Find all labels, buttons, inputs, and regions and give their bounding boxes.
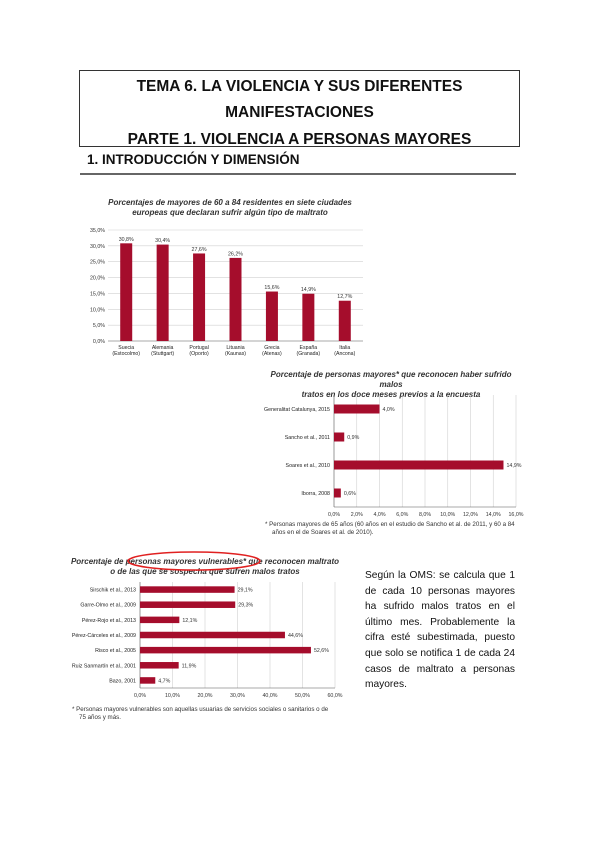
chart2-xtick-label: 2,0%	[350, 512, 363, 518]
chart1-title-line2: europeas que declaran sufrir algún tipo de maltrato	[132, 208, 328, 217]
chart2-xtick-label: 4,0%	[373, 512, 386, 518]
chart3-footnote-line2: 75 años y más.	[79, 714, 121, 721]
chart1-bar	[266, 292, 278, 341]
section-divider	[80, 173, 516, 175]
highlight-ellipse	[124, 549, 264, 573]
chart2-bar	[334, 405, 380, 414]
chart3-bar	[140, 647, 311, 654]
chart1-category-label: Alemania	[151, 345, 174, 351]
chart1-ytick-label: 35,0%	[89, 228, 105, 234]
chart1-category-label: Lituania	[226, 345, 245, 351]
chart1-title	[80, 198, 380, 218]
chart1-value-label: 30,4%	[155, 238, 171, 245]
chart2-value-label: 14,9%	[506, 463, 522, 469]
chart1-category-sublabel: (Ancona)	[334, 351, 356, 357]
chart1-bar	[120, 243, 132, 341]
chart3-value-label: 11,9%	[181, 663, 197, 670]
chart1-category-sublabel: (Kaunas)	[224, 351, 247, 357]
chart2-category-label: Iborra, 2008	[301, 491, 330, 497]
chart3-bar	[140, 601, 235, 608]
chart3-bar	[140, 632, 285, 639]
chart2-horizontal-bars	[262, 395, 530, 520]
chart2-title-line2: tratos en los doce meses previos a la encuesta	[301, 390, 481, 399]
chart3-bar	[140, 617, 179, 624]
chart2-xtick-label: 8,0%	[418, 512, 432, 518]
chart3-bar	[140, 677, 155, 684]
chart1-category-sublabel: (Atenas)	[262, 351, 282, 357]
title-box	[79, 70, 520, 147]
chart3-category-label: Pérez-Rojo et al., 2013	[81, 617, 136, 624]
chart1-vertical-bars	[82, 223, 372, 368]
chart3-bar	[140, 586, 235, 593]
chart2-value-label: 0,9%	[347, 435, 360, 441]
chart3-footnote	[72, 706, 352, 722]
chart3-horizontal-bars	[64, 582, 354, 704]
chart1-category-label: Portugal	[189, 345, 209, 351]
chart1-category-sublabel: (Estocolmo)	[112, 351, 141, 357]
chart1-category-label: Grecia	[264, 345, 280, 351]
chart2-bar	[334, 489, 341, 498]
chart1-ytick-label: 5,0%	[92, 323, 105, 330]
chart2-title-line1: Porcentaje de personas mayores* que reconocen haber sufrido malos	[270, 370, 512, 389]
chart3-value-label: 29,1%	[237, 587, 253, 594]
chart1-value-label: 14,9%	[300, 287, 316, 294]
chart1-bar	[230, 258, 242, 341]
chart3-xtick-label: 40,0%	[262, 693, 278, 699]
chart2-footnote	[265, 521, 530, 537]
chart3-footnote-line1: * Personas mayores vulnerables son aquellas usuarias de servicios sociales o sanitarios o de	[72, 706, 329, 713]
chart1-value-label: 30,8%	[118, 236, 134, 243]
chart1-value-label: 15,6%	[264, 285, 280, 292]
chart2-xtick-label: 6,0%	[396, 512, 409, 518]
chart2-category-label: Soares et al., 2010	[285, 463, 330, 469]
title-line-2: MANIFESTACIONES	[225, 104, 374, 121]
chart1-ytick-label: 10,0%	[89, 307, 105, 314]
chart1-category-sublabel: (Oporto)	[189, 351, 209, 357]
chart2-footnote-line2: años en el de Soares et al. de 2010).	[272, 529, 374, 536]
chart2-xtick-label: 14,0%	[485, 512, 501, 518]
chart3-category-label: Bazo, 2001	[109, 678, 136, 685]
chart1-ytick-label: 0,0%	[92, 339, 105, 345]
chart2-xtick-label: 16,0%	[508, 512, 524, 518]
chart2-xtick-label: 12,0%	[462, 512, 479, 518]
chart1-category-label: España	[299, 345, 318, 351]
chart3-value-label: 52,6%	[313, 648, 329, 655]
chart3-category-label: Sirschik et al., 2013	[89, 587, 136, 594]
chart1-bar	[193, 253, 205, 341]
chart3-xtick-label: 50,0%	[294, 693, 311, 699]
chart3-value-label: 44,6%	[287, 633, 303, 639]
chart3-title-line2: o de las que se sospecha que sufren malos tratos	[110, 567, 300, 576]
chart2-value-label: 0,6%	[343, 491, 356, 497]
chart3-category-label: Garre-Olmo et al., 2009	[80, 602, 136, 609]
title-line-1: TEMA 6. LA VIOLENCIA Y SUS DIFERENTES	[136, 78, 463, 95]
chart1-category-label: Suecia	[118, 345, 135, 351]
chart2-xtick-label: 0,0%	[327, 512, 341, 518]
chart3-xtick-label: 60,0%	[327, 693, 343, 699]
chart3-category-label: Ruiz Sanmartín et al., 2001	[71, 663, 136, 670]
chart2-value-label: 4,0%	[382, 407, 395, 413]
title-line-3: PARTE 1. VIOLENCIA A PERSONAS MAYORES	[127, 131, 472, 148]
chart2-bar	[334, 433, 344, 442]
chart1-value-label: 12,7%	[337, 294, 353, 301]
chart1-ytick-label: 30,0%	[89, 243, 105, 250]
chart1-category-sublabel: (Stuttgart)	[151, 351, 175, 357]
chart2-category-label: Sancho et al., 2011	[284, 435, 330, 441]
chart3-value-label: 12,1%	[182, 617, 198, 624]
chart3-category-label: Pérez-Cárceles et al., 2009	[71, 633, 136, 639]
chart3-value-label: 29,3%	[238, 602, 254, 609]
chart1-bar	[339, 301, 351, 341]
chart2-xtick-label: 10,0%	[440, 512, 456, 518]
chart1-ytick-label: 15,0%	[89, 291, 105, 298]
chart1-category-sublabel: (Granada)	[296, 351, 321, 357]
chart1-ytick-label: 20,0%	[89, 275, 105, 282]
chart1-category-label: Italia	[339, 345, 351, 351]
chart1-bar	[157, 245, 169, 341]
oms-statement: Según la OMS: se calcula que 1 de cada 10 personas mayores ha sufrido malos tratos en el último mes. Probablemente la cifra esté subestimada, puesto que solo se notifica 1 de cada 24 casos de maltrato a personas mayores.	[365, 570, 515, 691]
chart3-xtick-label: 20,0%	[197, 693, 213, 699]
chart1-bar	[302, 294, 314, 341]
chart3-xtick-label: 10,0%	[164, 693, 181, 699]
chart1-value-label: 26,2%	[227, 251, 244, 258]
chart3-bar	[140, 662, 179, 669]
chart3-xtick-label: 0,0%	[133, 693, 147, 699]
chart2-category-label: Generalitat Catalunya, 2015	[264, 407, 330, 413]
highlight-ellipse-shape	[128, 552, 260, 570]
chart1-ytick-label: 25,0%	[89, 259, 105, 266]
chart2-bar	[334, 461, 503, 470]
chart2-footnote-line1: * Personas mayores de 65 años (60 años en el estudio de Sancho et al. de 2011, y 60 a 84	[265, 521, 515, 528]
section-heading: 1. INTRODUCCIÓN Y DIMENSIÓN	[87, 152, 300, 167]
chart1-value-label: 27,6%	[191, 246, 207, 253]
chart3-xtick-label: 30,0%	[229, 693, 246, 699]
chart3-category-label: Risco et al., 2005	[95, 648, 136, 655]
chart3-value-label: 4,7%	[158, 678, 171, 685]
chart1-title-line1: Porcentajes de mayores de 60 a 84 residentes en siete ciudades	[108, 198, 352, 207]
chart3-title-line1: Porcentaje de personas mayores vulnerables* que reconocen maltrato	[70, 557, 340, 566]
